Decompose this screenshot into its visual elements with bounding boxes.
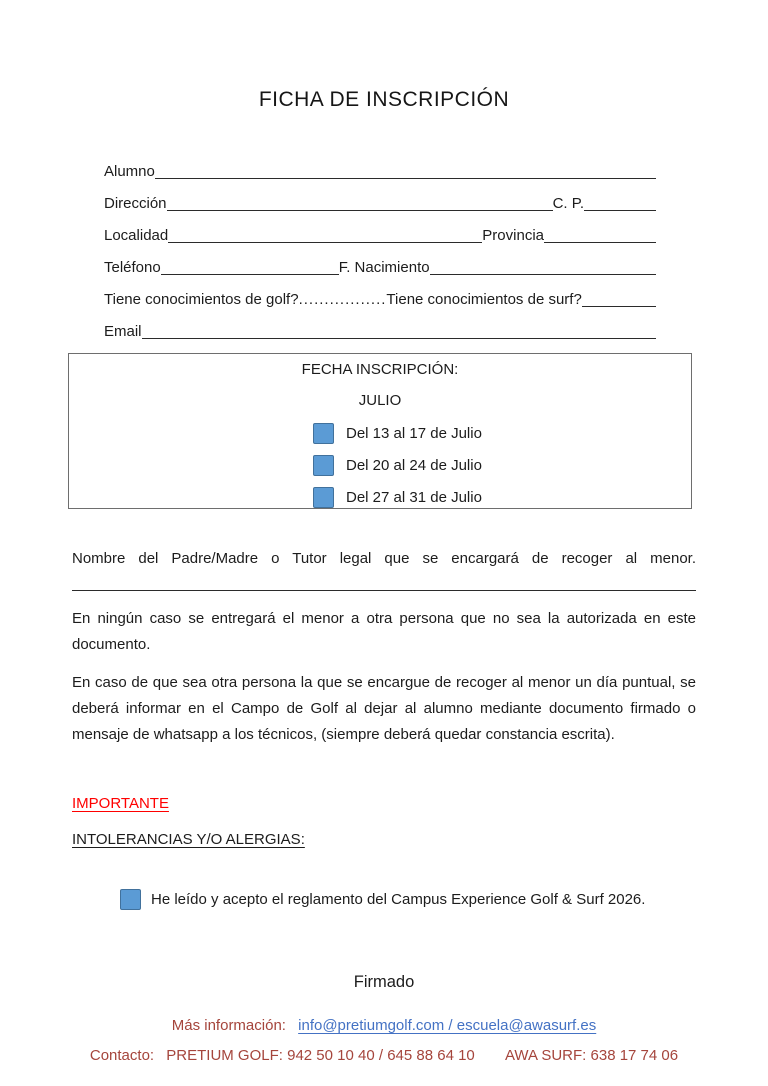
importante-heading: IMPORTANTE — [72, 795, 169, 812]
acceptance-row — [72, 889, 696, 910]
contact-surf-phone: AWA SURF: 638 17 74 06 — [504, 1047, 679, 1064]
field-row-telefono — [104, 254, 656, 276]
alumno-blank[interactable] — [155, 161, 656, 179]
contact-email-links[interactable]: info@pretiumgolf.com / escuela@awasurf.es — [298, 1017, 597, 1034]
week2-label: Del 20 al 24 de Julio — [346, 456, 482, 474]
field-label-surf: Tiene conocimientos de surf? — [386, 291, 582, 308]
field-label-direccion: Dirección — [104, 195, 167, 212]
surf-blank[interactable] — [582, 289, 656, 307]
week1-label: Del 13 al 17 de Julio — [346, 424, 482, 442]
inscription-dates-box — [68, 353, 692, 509]
option-week-2 — [313, 453, 691, 477]
direccion-blank[interactable] — [167, 193, 553, 211]
inscription-options — [313, 421, 691, 509]
acceptance-checkbox[interactable] — [120, 889, 141, 910]
field-row-email — [104, 318, 656, 340]
field-label-nacimiento: F. Nacimiento — [338, 259, 430, 276]
firmado-label: Firmado — [353, 973, 415, 991]
intolerancias-heading: INTOLERANCIAS Y/O ALERGIAS: — [72, 831, 305, 848]
otra-persona-paragraph: En caso de que sea otra persona la que se encargue de recoger al menor un día puntual, se deberá informar en el Campo de Golf al dejar al alumno mediante documento firmado o mensaje de whatsapp a los técnicos, (siempre deberá quedar constancia escrita). — [72, 674, 696, 743]
page-title: FICHA DE INSCRIPCIÓN — [258, 88, 510, 111]
cp-blank[interactable] — [584, 193, 656, 211]
contact-golf-phone: PRETIUM GOLF: 942 50 10 40 / 645 88 64 10 — [166, 1047, 475, 1064]
contact-line — [72, 1047, 696, 1064]
contact-label: Contacto: — [89, 1047, 155, 1064]
email-blank[interactable] — [142, 321, 656, 339]
more-info-label: Más información: — [171, 1017, 286, 1034]
dots-separator: ................. — [298, 291, 387, 308]
week2-checkbox[interactable] — [313, 455, 334, 476]
field-row-alumno — [104, 158, 656, 180]
acceptance-label: He leído y acepto el reglamento del Campus Experience Golf & Surf 2026. — [151, 891, 646, 908]
field-label-alumno: Alumno — [104, 163, 155, 180]
localidad-blank[interactable] — [168, 225, 482, 243]
field-row-direccion — [104, 190, 656, 212]
no-entrega-paragraph: En ningún caso se entregará el menor a otra persona que no sea la autorizada en este documento. — [72, 610, 696, 653]
body-content — [72, 549, 696, 1064]
more-info-line — [72, 1017, 696, 1034]
tutor-name-blank[interactable] — [72, 569, 696, 591]
form-fields — [104, 158, 656, 340]
inscription-month: JULIO — [358, 392, 402, 409]
nacimiento-blank[interactable] — [430, 257, 656, 275]
telefono-blank[interactable] — [161, 257, 339, 275]
field-label-provincia: Provincia — [482, 227, 544, 244]
field-label-telefono: Teléfono — [104, 259, 161, 276]
provincia-blank[interactable] — [544, 225, 656, 243]
field-row-golf-surf — [104, 286, 656, 308]
option-week-3 — [313, 485, 691, 509]
field-label-golf: Tiene conocimientos de golf? — [104, 291, 299, 308]
week1-checkbox[interactable] — [313, 423, 334, 444]
field-label-email: Email — [104, 323, 142, 340]
field-label-localidad: Localidad — [104, 227, 169, 244]
tutor-paragraph: Nombre del Padre/Madre o Tutor legal que se encargará de recoger al menor. — [72, 550, 696, 567]
field-label-cp: C. P. — [552, 195, 584, 212]
field-row-localidad — [104, 222, 656, 244]
option-week-1 — [313, 421, 691, 445]
week3-checkbox[interactable] — [313, 487, 334, 508]
inscription-box-title: FECHA INSCRIPCIÓN: — [301, 361, 459, 378]
week3-label: Del 27 al 31 de Julio — [346, 488, 482, 506]
